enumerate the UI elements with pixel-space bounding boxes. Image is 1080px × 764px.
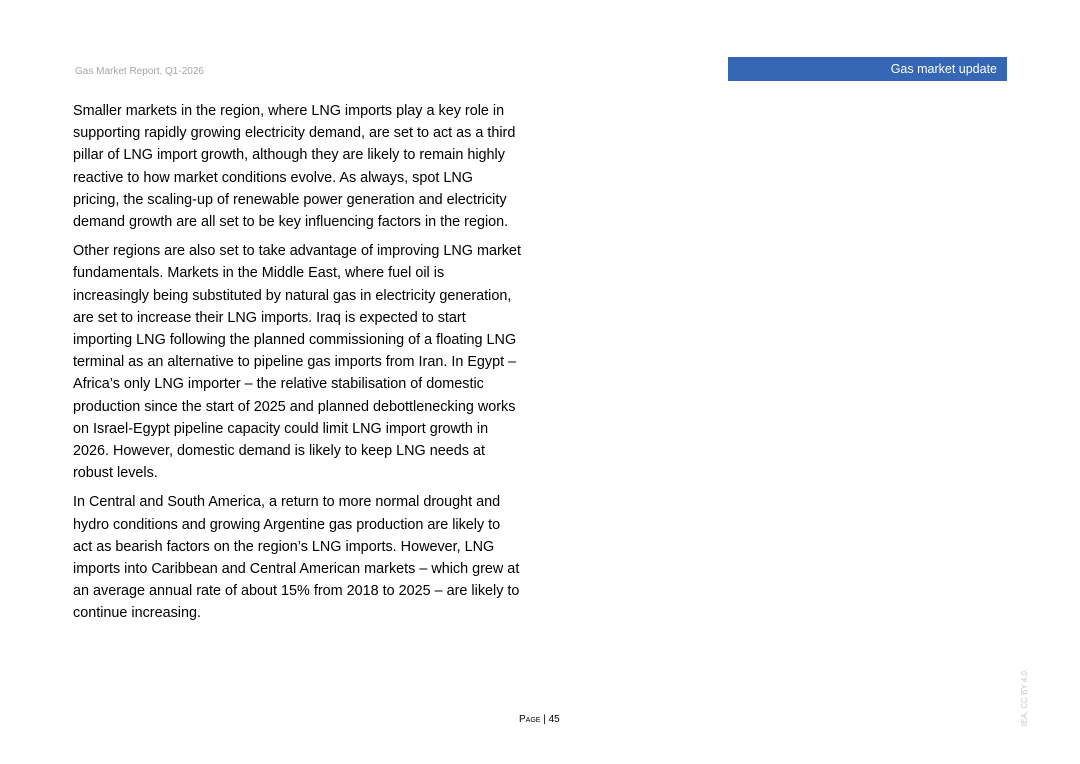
- page-label: Page: [519, 714, 541, 725]
- section-label: Gas market update: [728, 57, 1007, 81]
- license-text: IEA. CC BY 4.0.: [1020, 668, 1029, 726]
- report-title: Gas Market Report, Q1-2026: [75, 66, 204, 77]
- paragraph-1: Smaller markets in the region, where LNG imports play a key role in supporting rapidly growing electricity demand, are set to act as a third pillar of LNG import growth, although they are likely to remain highly reactive to how market conditions evolve. As always, spot LNG pricing, the scaling-up of renewable power generation and electricity demand growth are all set to be key influencing factors in the region.: [73, 103, 516, 231]
- body-text: [73, 100, 521, 632]
- paragraph-3: In Central and South America, a return to more normal drought and hydro conditions and growing Argentine gas production are likely to act as bearish factors on the region’s LNG imports. However, LNG imports into Caribbean and Central American markets – which grew at an average annual rate of about 15% from 2018 to 2025 – are likely to continue increasing.: [73, 494, 520, 622]
- paragraph-2: Other regions are also set to take advantage of improving LNG market fundamentals. Markets in the Middle East, where fuel oil is increasingly being substituted by natural gas in electricity generation, are set to increase their LNG imports. Iraq is expected to start importing LNG following the planned commissioning of a floating LNG terminal as an alternative to pipeline gas imports from Iran. In Egypt – Africa’s only LNG importer – the relative stabilisation of domestic production since the start of 2025 and planned debottlenecking works on Israel-Egypt pipeline capacity could limit LNG import growth in 2026. However, domestic demand is likely to keep LNG needs at robust levels.: [73, 243, 521, 482]
- page-number: [519, 714, 560, 725]
- page-separator: |: [540, 714, 549, 725]
- page-number-value: 45: [548, 714, 560, 725]
